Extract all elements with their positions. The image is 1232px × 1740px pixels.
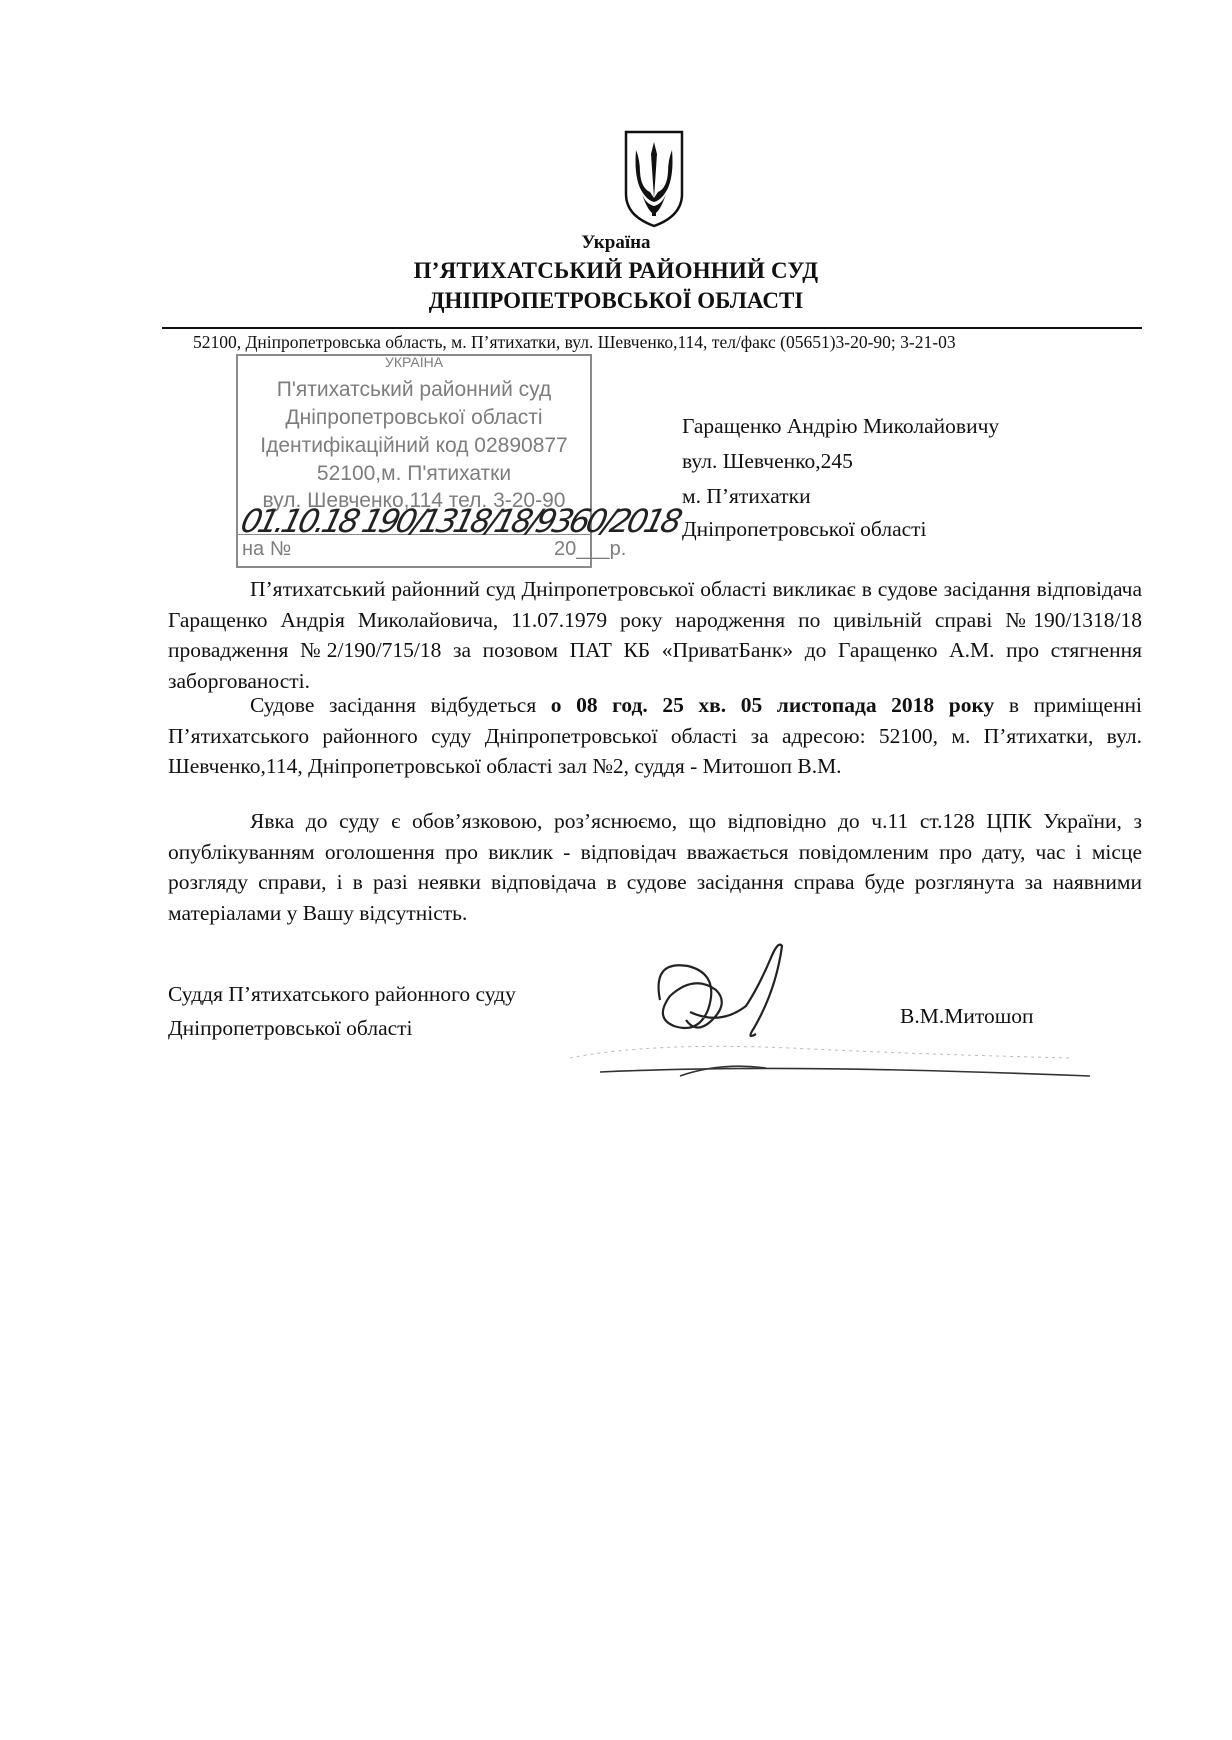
hearing-location: в приміщенні П’ятихатського районного суду Дніпропетровської області за адресою: 52100, м. П’ятихатки, вул. Шевченко,114, Дніпропетровської області зал №2, суддя - Митошоп В.М. [168, 693, 1142, 778]
summons-paragraph-2 [168, 690, 1142, 782]
court-name: П’ЯТИХАТСЬКИЙ РАЙОННИЙ СУД [413, 258, 819, 283]
court-region: ДНІПРОПЕТРОВСЬКОЇ ОБЛАСТІ [428, 288, 804, 313]
paragraph-text: П’ятихатський районний суд Дніпропетровської області викликає в судове засідання відповідача Гаращенко Андрія Миколайовича, 11.07.1979 року народження по цивільній справі №190/1318/18 провадження №2/190/715/18 за позовом ПАТ КБ «ПриватБанк» до Гаращенко А.М. про стягнення заборгованості. [168, 577, 1142, 693]
stamp-street: вул. Шевченко,114 тел. 3-20-90 [262, 489, 566, 512]
stamp-id-code: Ідентифікаційний код 02890877 [260, 434, 568, 457]
stamp-postcode: 52100,м. П'ятихатки [316, 462, 512, 485]
signatory-name: В.М.Митошоп [900, 1004, 1034, 1028]
header-divider [162, 327, 1142, 329]
signatory-title-line2: Дніпропетровської області [168, 1016, 413, 1040]
stamp-court: П'ятихатський районний суд [276, 378, 552, 401]
country-name: Україна [581, 232, 651, 253]
stamp-year-suffix: 20___р. [554, 538, 627, 560]
recipient-region: Дніпропетровської області [682, 517, 927, 541]
summons-paragraph-1 [168, 574, 1142, 696]
handwritten-reference-number [237, 488, 688, 548]
paragraph-text: Явка до суду є обов’язковою, роз’яснюємо, що відповідно до ч.11 ст.128 ЦПК України, з опублікуванням оголошення про виклик - відповідач вважається повідомленим про дату, час і місце розгляду справи, і в разі неявки відповідача в судове засідання справа буде розглянута за наявними матеріалами у Вашу відсутність. [168, 809, 1142, 925]
recipient-name: Гаращенко Андрію Миколайовичу [682, 414, 1000, 438]
recipient-street: вул. Шевченко,245 [682, 449, 853, 473]
hearing-datetime: о 08 год. 25 хв. 05 листопада 2018 року [550, 693, 995, 717]
handwritten-number-text: 01.10.18 190/1318/18/9360/2018 [237, 502, 687, 540]
trident-emblem-icon [618, 128, 690, 230]
recipient-city: м. П’ятихатки [682, 484, 811, 508]
stamp-ref-label: на № [242, 538, 292, 560]
stamp-country: УКРАЇНА [384, 354, 444, 370]
court-address: 52100, Дніпропетровська область, м. П’ятихатки, вул. Шевченко,114, тел/факс (05651)3-20-90; 3-21-03 [193, 332, 956, 352]
hearing-intro: Судове засідання відбудеться [250, 693, 551, 717]
signatory-title [168, 977, 516, 1045]
summons-paragraph-3 [168, 806, 1142, 928]
stamp-region: Дніпропетровської області [285, 406, 543, 429]
signatory-title-line1: Суддя П’ятихатського районного суду [168, 982, 516, 1006]
